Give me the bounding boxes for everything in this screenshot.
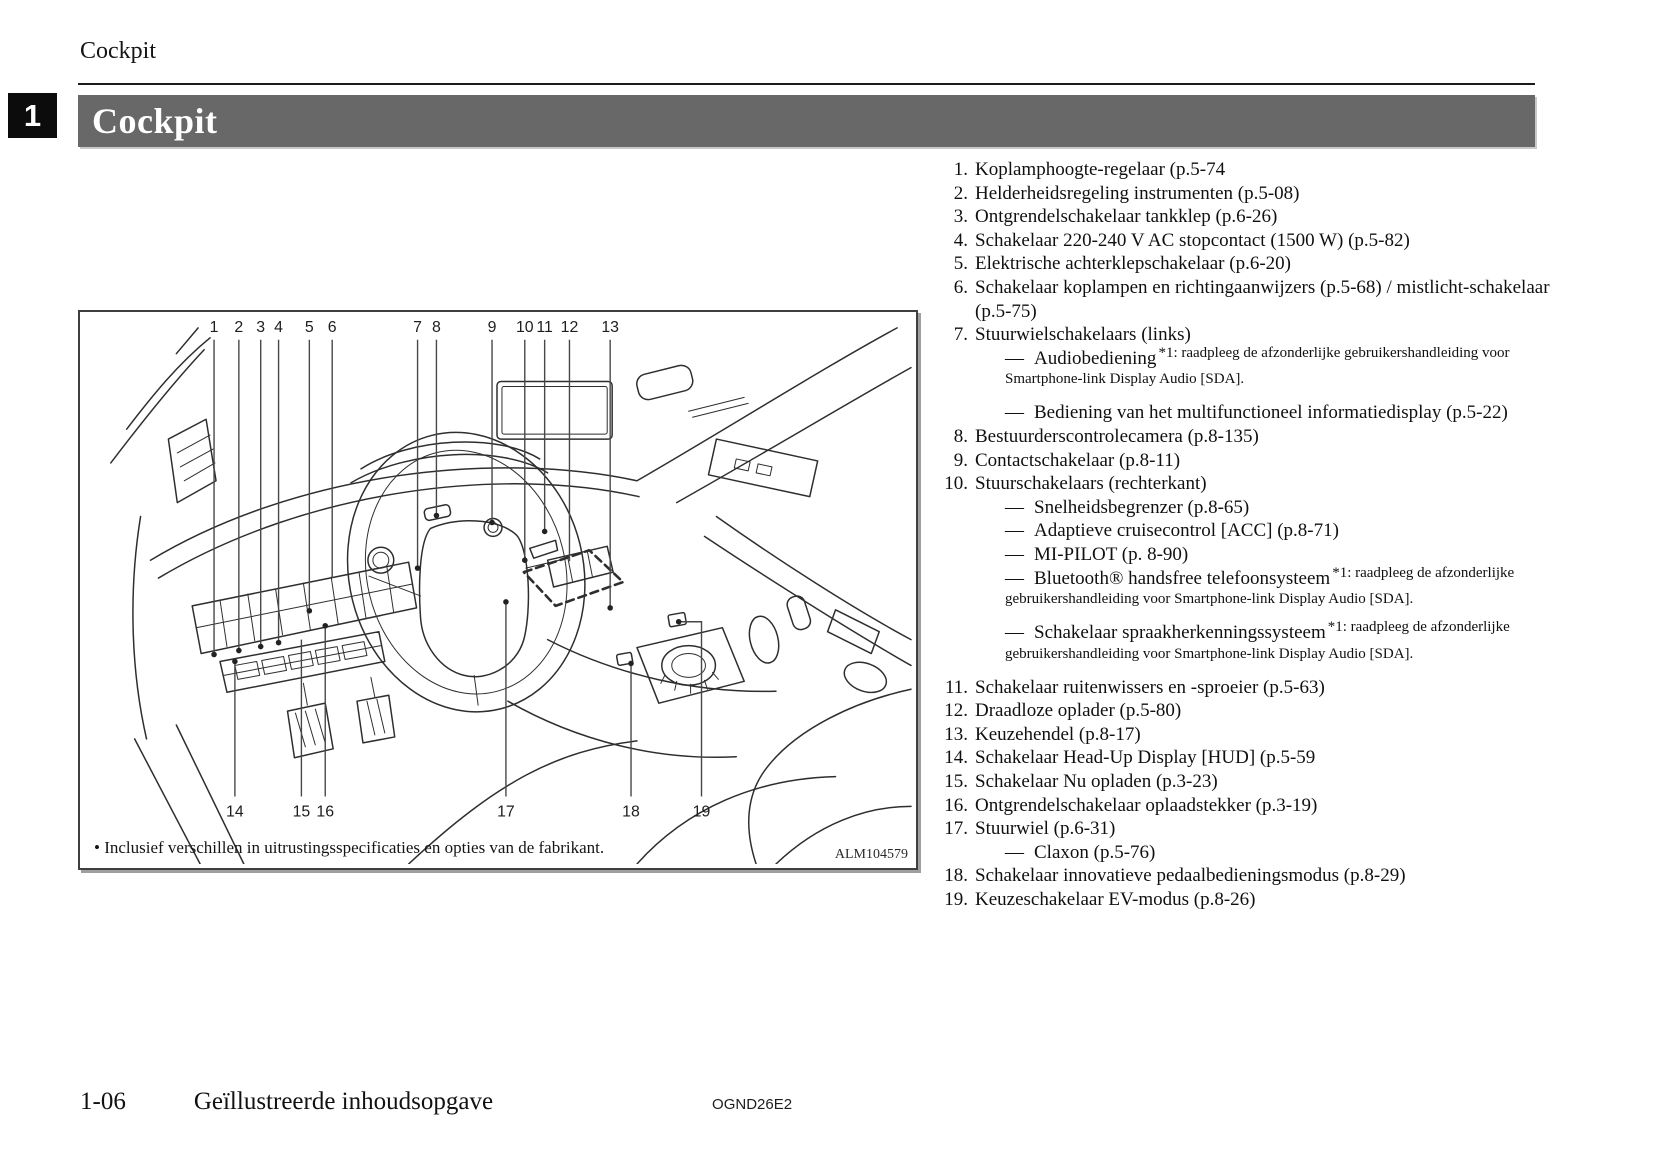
list-item-number: 15. bbox=[944, 771, 968, 793]
callout-endpoint-10 bbox=[522, 557, 528, 563]
list-item-number: 6. bbox=[953, 276, 968, 298]
footnote-text: gebruikershandleiding voor Smartphone-link Display Audio [SDA]. bbox=[1005, 591, 1414, 608]
document-code: OGND26E2 bbox=[712, 1096, 793, 1113]
list-item-text: Schakelaar Head-Up Display [HUD] (p.5-59 bbox=[975, 747, 1316, 769]
list-item bbox=[934, 770, 1554, 794]
callout-endpoint-14 bbox=[232, 659, 238, 665]
list-subitem-text: Bluetooth® handsfree telefoonsysteem bbox=[1034, 567, 1331, 589]
callout-endpoint-1 bbox=[211, 652, 217, 658]
list-item-text: Bestuurderscontrolecamera (p.8-135) bbox=[975, 425, 1259, 447]
list-subitem bbox=[975, 564, 1554, 611]
callout-endpoint-3 bbox=[258, 644, 264, 650]
list-item-text: Draadloze oplader (p.5-80) bbox=[975, 700, 1182, 722]
list-item bbox=[934, 182, 1554, 206]
list-item-text: Schakelaar ruitenwissers en -sproeier (p.5-63) bbox=[975, 676, 1325, 698]
footnote-text: Smartphone-link Display Audio [SDA]. bbox=[1005, 371, 1245, 388]
list-item-number: 19. bbox=[944, 889, 968, 911]
em-dash: — bbox=[1005, 520, 1024, 542]
callout-endpoint-9 bbox=[489, 520, 495, 526]
callout-endpoint-19 bbox=[676, 619, 682, 625]
em-dash: — bbox=[1005, 543, 1024, 565]
callout-number-11: 11 bbox=[536, 318, 553, 336]
list-subitem-text: Bediening van het multifunctioneel informatiedisplay (p.5-22) bbox=[1034, 402, 1508, 424]
component-list bbox=[934, 158, 1554, 912]
list-item-number: 1. bbox=[953, 159, 968, 180]
callout-number-10: 10 bbox=[515, 318, 534, 336]
list-subitem-text: Claxon (p.5-76) bbox=[1034, 841, 1156, 863]
list-item-number: 13. bbox=[944, 723, 968, 745]
list-item-text: Koplamphoogte-regelaar (p.5-74 bbox=[975, 159, 1226, 180]
list-item-number: 17. bbox=[944, 818, 968, 840]
callout-number-13: 13 bbox=[601, 318, 620, 336]
callout-endpoint-7 bbox=[415, 565, 421, 571]
callout-number-4: 4 bbox=[274, 318, 283, 336]
list-subitem bbox=[975, 519, 1554, 543]
list-item-number: 7. bbox=[953, 324, 968, 346]
em-dash: — bbox=[1005, 622, 1024, 644]
list-item-text: Ontgrendelschakelaar oplaadstekker (p.3-19) bbox=[975, 794, 1318, 816]
list-item-number: 5. bbox=[953, 253, 968, 275]
list-item bbox=[934, 817, 1554, 864]
list-subitem-text: Snelheidsbegrenzer (p.8-65) bbox=[1034, 496, 1250, 518]
list-item-text: Helderheidsregeling instrumenten (p.5-08) bbox=[975, 182, 1300, 204]
list-item bbox=[934, 794, 1554, 818]
callout-endpoint-4 bbox=[276, 640, 282, 646]
callout-endpoint-8 bbox=[434, 513, 440, 519]
footnote-marker-text: *1: raadpleeg de afzonderlijke bbox=[1327, 619, 1510, 636]
dashboard-line-art bbox=[111, 328, 911, 864]
list-item-number: 2. bbox=[953, 182, 968, 204]
list-item-text: Stuurschakelaars (rechterkant) — Snelheidsbegrenzer (p.8-65) — Adaptieve cruisecontrol [ACC] (p.8-71) — MI-PILOT (p. 8-90) — Bluetooth® handsfree telefoonsysteem $^{*1: raadpleeg de afzonderlijke}$ gebruikershandleiding voor Smartphone-link Display Audio [SDA]. — Schakelaar spraakherkenningssysteem $^{*1: raadpleeg de afzonderlijke}$ gebruikershandleiding voor Smartphone-link Display Audio [SDA]. bbox=[975, 472, 1554, 676]
list-item bbox=[934, 252, 1554, 276]
list-item bbox=[934, 229, 1554, 253]
callout-endpoint-13 bbox=[607, 605, 613, 611]
figure-image-code: ALM104579 bbox=[834, 847, 908, 862]
section-header-bar bbox=[78, 95, 1535, 147]
list-item-number: 16. bbox=[944, 794, 968, 816]
callout-endpoint-5 bbox=[307, 608, 313, 614]
list-item bbox=[934, 323, 1554, 425]
list-item bbox=[934, 472, 1554, 676]
list-subitem-text: Adaptieve cruisecontrol [ACC] (p.8-71) bbox=[1034, 520, 1339, 542]
list-item-number: 10. bbox=[944, 473, 968, 495]
footnote-text: gebruikershandleiding voor Smartphone-link Display Audio [SDA]. bbox=[1005, 645, 1414, 662]
list-item-number: 3. bbox=[953, 206, 968, 228]
list-item bbox=[934, 746, 1554, 770]
list-item-number: 9. bbox=[953, 449, 968, 471]
callout-number-19: 19 bbox=[692, 803, 711, 821]
callout-number-1: 1 bbox=[209, 318, 219, 336]
list-item-text: Stuurwielschakelaars (links) — Audiobediening $^{*1: raadpleeg de afzonderlijke gebruikershandleiding voor}$ Smartphone-link Display Audio [SDA]. — Bediening van het multifunctioneel informatiedisplay (p.5-22) bbox=[975, 323, 1554, 425]
list-item bbox=[934, 158, 1554, 182]
list-item bbox=[934, 425, 1554, 449]
em-dash: — bbox=[1005, 567, 1024, 589]
em-dash: — bbox=[1005, 496, 1024, 518]
list-item-text: Schakelaar 220-240 V AC stopcontact (1500 W) (p.5-82) bbox=[975, 229, 1410, 251]
list-item-number: 12. bbox=[944, 700, 968, 722]
chapter-number: 1 bbox=[23, 97, 42, 133]
callout-endpoint-16 bbox=[322, 623, 328, 629]
section-title: Cockpit bbox=[92, 101, 218, 141]
chapter-number-box bbox=[8, 93, 57, 138]
figure-callout-labels bbox=[210, 319, 711, 820]
list-subitem-text: Schakelaar spraakherkenningssysteem bbox=[1034, 622, 1326, 644]
callout-number-15: 15 bbox=[292, 803, 311, 821]
callout-endpoint-2 bbox=[236, 648, 242, 654]
list-item-text: Schakelaar Nu opladen (p.3-23) bbox=[975, 771, 1218, 793]
list-subitem bbox=[975, 401, 1554, 425]
callout-endpoint-11 bbox=[542, 529, 548, 535]
list-subitem-text: Audiobediening bbox=[1034, 347, 1157, 369]
figure-caption: • Inclusief verschillen in uitrustingsspecificaties en opties van de fabrikant. bbox=[94, 838, 605, 857]
list-item bbox=[934, 276, 1554, 323]
callout-number-3: 3 bbox=[256, 318, 266, 336]
callout-number-8: 8 bbox=[432, 318, 441, 336]
callout-number-9: 9 bbox=[487, 318, 497, 336]
callout-number-18: 18 bbox=[622, 803, 640, 821]
list-subitem bbox=[975, 543, 1554, 567]
callout-endpoint-17 bbox=[503, 599, 509, 605]
header-rule bbox=[78, 83, 1535, 85]
figure-panel bbox=[78, 310, 918, 870]
callout-number-16: 16 bbox=[316, 803, 335, 821]
list-item bbox=[934, 205, 1554, 229]
list-item-number: 4. bbox=[953, 229, 968, 251]
em-dash: — bbox=[1005, 347, 1024, 369]
running-header-title: Cockpit bbox=[80, 38, 156, 64]
callout-number-7: 7 bbox=[413, 318, 422, 336]
em-dash: — bbox=[1005, 841, 1024, 863]
list-item-text: Schakelaar koplampen en richtingaanwijzers (p.5-68) / mistlicht-schakelaar (p.5-75) bbox=[975, 276, 1550, 322]
page-footer bbox=[80, 1088, 792, 1116]
list-item bbox=[934, 676, 1554, 700]
list-subitem bbox=[975, 841, 1554, 865]
footer-section-title: Geïllustreerde inhoudsopgave bbox=[193, 1088, 494, 1115]
list-item-number: 11. bbox=[944, 676, 968, 698]
list-item-text: Keuzehendel (p.8-17) bbox=[975, 723, 1141, 745]
list-item bbox=[934, 888, 1554, 912]
callout-number-17: 17 bbox=[497, 803, 515, 821]
list-item-number: 18. bbox=[944, 865, 968, 887]
list-item-number: 8. bbox=[953, 425, 968, 447]
callout-number-2: 2 bbox=[234, 318, 244, 336]
cockpit-diagram bbox=[80, 312, 912, 864]
callout-number-6: 6 bbox=[327, 318, 337, 336]
list-item-text: Schakelaar innovatieve pedaalbedieningsmodus (p.8-29) bbox=[975, 865, 1406, 887]
list-item bbox=[934, 699, 1554, 723]
callout-endpoint-18 bbox=[628, 661, 634, 667]
footnote-marker-text: *1: raadpleeg de afzonderlijke bbox=[1332, 564, 1515, 581]
list-item-number: 14. bbox=[944, 747, 968, 769]
list-item-text: Contactschakelaar (p.8-11) bbox=[975, 449, 1181, 471]
list-item bbox=[934, 864, 1554, 888]
callout-leader-19 bbox=[679, 622, 702, 797]
footnote-marker-text: *1: raadpleeg de afzonderlijke gebruikershandleiding voor bbox=[1158, 344, 1510, 361]
list-item bbox=[934, 723, 1554, 747]
list-item-text: Stuurwiel (p.6-31) — Claxon (p.5-76) bbox=[975, 817, 1554, 864]
list-subitem bbox=[975, 344, 1554, 391]
callout-number-12: 12 bbox=[560, 318, 579, 336]
callout-number-5: 5 bbox=[304, 318, 314, 336]
list-item-text: Keuzeschakelaar EV-modus (p.8-26) bbox=[975, 889, 1256, 911]
list-subitem bbox=[975, 496, 1554, 520]
list-subitem-text: MI-PILOT (p. 8-90) bbox=[1034, 543, 1189, 565]
callout-number-14: 14 bbox=[226, 803, 244, 821]
page-number: 1-06 bbox=[80, 1088, 126, 1115]
em-dash: — bbox=[1005, 402, 1024, 424]
list-item-text: Elektrische achterklepschakelaar (p.6-20) bbox=[975, 253, 1291, 275]
list-subitem bbox=[975, 621, 1554, 665]
list-item-text: Ontgrendelschakelaar tankklep (p.6-26) bbox=[975, 206, 1278, 228]
list-item bbox=[934, 449, 1554, 473]
